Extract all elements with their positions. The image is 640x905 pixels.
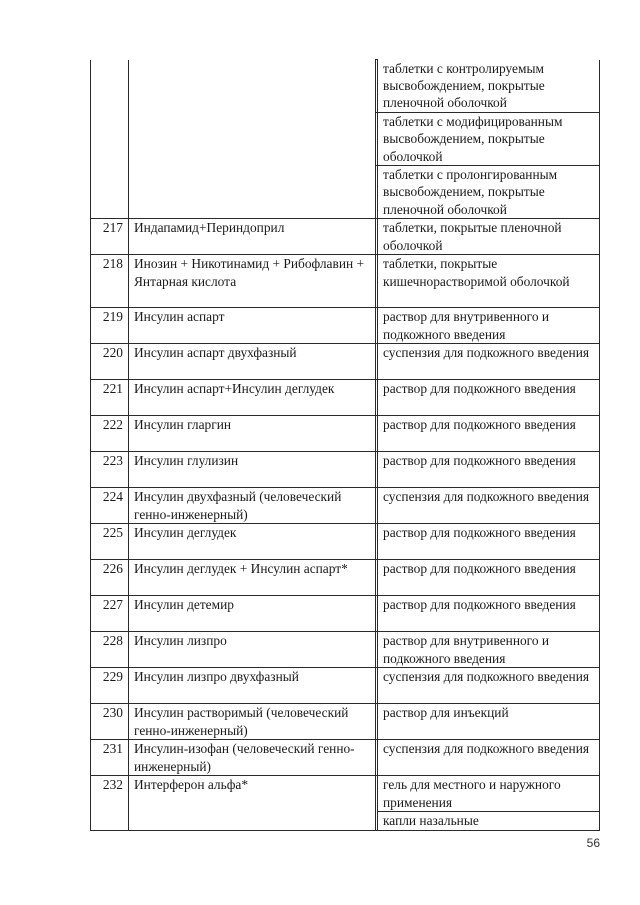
row-number-cell: 232 (91, 776, 129, 830)
row-number-cell: 227 (91, 596, 129, 632)
drug-name-cell: Инсулин двухфазный (человеческий генно-инженерный) (129, 488, 376, 524)
dosage-form-cell: таблетки с модифицированным высвобождением, покрытые оболочкой (378, 112, 600, 165)
drug-name-cell: Инсулин лизпро двухфазный (129, 668, 376, 704)
medication-table-body (91, 60, 600, 831)
dosage-form-cell: раствор для подкожного введения (378, 524, 600, 560)
dosage-form-cell: суспензия для подкожного введения (378, 344, 600, 380)
table-row (91, 704, 600, 740)
drug-name-cell (129, 165, 376, 218)
dosage-form-cell: таблетки с пролонгированным высвобождением, покрытые пленочной оболочкой (378, 165, 600, 218)
dosage-form-cell: суспензия для подкожного введения (378, 668, 600, 704)
dosage-form-cell: раствор для подкожного введения (378, 416, 600, 452)
row-number-cell (91, 60, 129, 113)
row-number-cell: 228 (91, 632, 129, 668)
medication-table (90, 59, 600, 831)
row-number-cell (91, 112, 129, 165)
row-number-cell: 222 (91, 416, 129, 452)
row-number-cell: 226 (91, 560, 129, 596)
drug-name-cell: Инсулин деглудек (129, 524, 376, 560)
row-number-cell: 219 (91, 308, 129, 344)
row-number-cell: 225 (91, 524, 129, 560)
drug-name-cell: Инсулин детемир (129, 596, 376, 632)
dosage-form-cell: раствор для внутривенного и подкожного введения (378, 308, 600, 344)
dosage-form-cell: раствор для подкожного введения (378, 452, 600, 488)
drug-name-cell: Инсулин деглудек + Инсулин аспарт* (129, 560, 376, 596)
drug-name-cell: Инсулин глулизин (129, 452, 376, 488)
table-row (91, 416, 600, 452)
dosage-form-cell: таблетки, покрытые пленочной оболочкой (378, 219, 600, 255)
row-number-cell: 223 (91, 452, 129, 488)
drug-name-cell (129, 112, 376, 165)
table-row (91, 524, 600, 560)
dosage-form-cell: капли назальные (378, 812, 600, 830)
table-row (91, 219, 600, 255)
table-row-continuation (91, 165, 600, 218)
dosage-form-cell: гель для местного и наружного применения (378, 776, 600, 812)
dosage-form-cell: таблетки, покрытые кишечнорастворимой оболочкой (378, 255, 600, 308)
table-row (91, 452, 600, 488)
drug-name-cell (129, 60, 376, 113)
drug-name-cell: Инсулин лизпро (129, 632, 376, 668)
table-row (91, 596, 600, 632)
table-row (91, 308, 600, 344)
drug-name-cell: Индапамид+Периндоприл (129, 219, 376, 255)
dosage-form-cell: суспензия для подкожного введения (378, 488, 600, 524)
dosage-form-cell: таблетки с контролируемым высвобождением, покрытые пленочной оболочкой (378, 60, 600, 113)
table-row (91, 632, 600, 668)
drug-name-cell: Интерферон альфа* (129, 776, 376, 830)
table-row-continuation (91, 112, 600, 165)
drug-name-cell: Инсулин аспарт двухфазный (129, 344, 376, 380)
page-number: 56 (586, 836, 600, 850)
table-row (91, 668, 600, 704)
drug-name-cell: Инозин + Никотинамид + Рибофлавин + Янтарная кислота (129, 255, 376, 308)
row-number-cell: 220 (91, 344, 129, 380)
row-number-cell: 229 (91, 668, 129, 704)
table-row (91, 344, 600, 380)
row-number-cell: 221 (91, 380, 129, 416)
drug-name-cell: Инсулин аспарт (129, 308, 376, 344)
row-number-cell: 224 (91, 488, 129, 524)
dosage-form-cell: раствор для инъекций (378, 704, 600, 740)
table-row (91, 255, 600, 308)
table-row (91, 776, 600, 812)
row-number-cell: 217 (91, 219, 129, 255)
drug-name-cell: Инсулин растворимый (человеческий генно-инженерный) (129, 704, 376, 740)
table-row (91, 560, 600, 596)
dosage-form-cell: суспензия для подкожного введения (378, 740, 600, 776)
row-number-cell (91, 165, 129, 218)
dosage-form-cell: раствор для подкожного введения (378, 560, 600, 596)
table-row (91, 740, 600, 776)
row-number-cell: 231 (91, 740, 129, 776)
row-number-cell: 218 (91, 255, 129, 308)
row-number-cell: 230 (91, 704, 129, 740)
drug-name-cell: Инсулин гларгин (129, 416, 376, 452)
dosage-form-cell: раствор для внутривенного и подкожного введения (378, 632, 600, 668)
drug-name-cell: Инсулин аспарт+Инсулин деглудек (129, 380, 376, 416)
dosage-form-cell: раствор для подкожного введения (378, 380, 600, 416)
drug-name-cell: Инсулин-изофан (человеческий генно-инженерный) (129, 740, 376, 776)
table-row-continuation (91, 60, 600, 113)
table-row (91, 488, 600, 524)
dosage-form-cell: раствор для подкожного введения (378, 596, 600, 632)
table-row (91, 380, 600, 416)
